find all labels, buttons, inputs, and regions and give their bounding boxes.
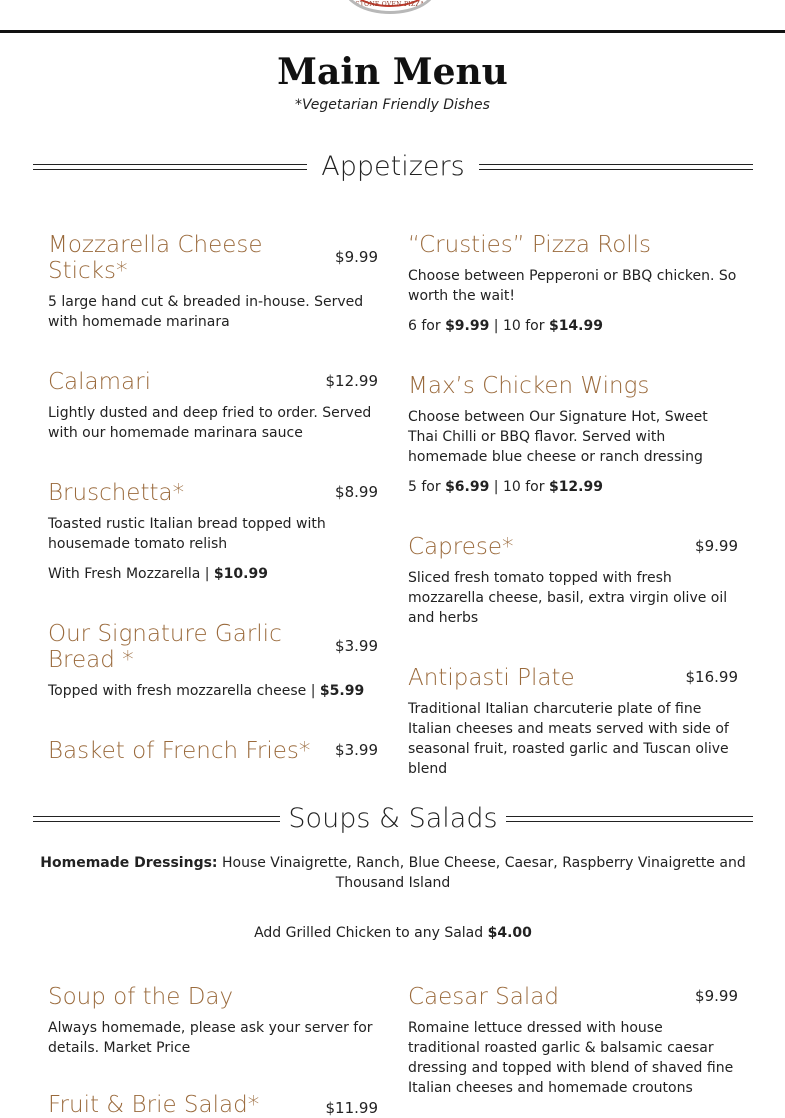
option-price: $10.99 [213, 566, 268, 582]
item-description: Traditional Italian charcuterie plate of fine Italian cheeses and meats served with side of seasonal fruit, roasted garlic and Tuscan olive blend [408, 701, 729, 777]
page-title: Main Menu [277, 51, 508, 93]
section-title: Soups & Salads [288, 803, 498, 834]
item-option [48, 564, 378, 584]
menu-item-antipasti-plate [408, 665, 738, 779]
option-price: $14.99 [548, 318, 603, 334]
item-name: Basket of French Fries* [48, 738, 311, 764]
item-price: $16.99 [685, 668, 738, 686]
menu-item-calamari [48, 369, 378, 443]
item-name: Soup of the Day [48, 984, 234, 1010]
menu-item-soup-of-the-day [48, 984, 378, 1058]
item-price: $9.99 [695, 537, 738, 555]
option-price: $12.99 [548, 479, 603, 495]
option-separator: | 10 for [489, 318, 549, 334]
option-price: $5.99 [319, 683, 365, 699]
option-separator: | 10 for [489, 479, 549, 495]
option-label: 6 for [408, 318, 446, 334]
item-description: 5 large hand cut & breaded in-house. Served with homemade marinara [48, 294, 364, 330]
item-description: Always homemade, please ask your server for details. Market Price [48, 1020, 373, 1056]
item-price: $11.99 [325, 1099, 378, 1117]
item-name: Fruit & Brie Salad* [48, 1092, 260, 1118]
item-description: Toasted rustic Italian bread topped with housemade tomato relish [48, 516, 326, 552]
item-name: Caesar Salad [408, 984, 559, 1010]
header-strip [0, 0, 785, 30]
item-name: Mozzarella Cheese Sticks* [48, 232, 263, 284]
menu-item-bruschetta [48, 480, 378, 584]
item-name: “Crusties” Pizza Rolls [408, 232, 652, 258]
option-price: $9.99 [445, 318, 490, 334]
header-divider [0, 30, 785, 33]
item-name: Bruschetta* [48, 480, 185, 506]
dressings-note [33, 853, 753, 893]
brand-logo[interactable] [343, 0, 437, 14]
add-chicken-note [33, 923, 753, 943]
menu-item-french-fries [48, 738, 378, 764]
item-description: Sliced fresh tomato topped with fresh mozzarella cheese, basil, extra virgin olive oil and herbs [408, 570, 728, 626]
menu-item-caesar-salad [408, 984, 738, 1098]
item-price: $12.99 [325, 372, 378, 390]
menu-item-crusties-pizza-rolls [408, 232, 738, 336]
option-label: With Fresh Mozzarella | [48, 566, 214, 582]
description-text: Topped with fresh mozzarella cheese | [48, 683, 320, 699]
add-chicken-price: $4.00 [487, 925, 532, 941]
item-name: Caprese* [408, 534, 514, 560]
menu-item-mozzarella-sticks [48, 232, 378, 332]
item-description: Choose between Pepperoni or BBQ chicken. So worth the wait! [408, 268, 737, 304]
item-options [408, 316, 738, 336]
menu-item-chicken-wings [408, 373, 738, 497]
section-heading-soups-salads [33, 799, 753, 839]
item-name: Max’s Chicken Wings [408, 373, 650, 399]
section-title: Appetizers [321, 151, 465, 182]
item-description [48, 681, 378, 701]
item-price: $9.99 [335, 248, 378, 266]
add-chicken-text: Add Grilled Chicken to any Salad [254, 925, 488, 941]
item-name: Our Signature Garlic Bread * [48, 621, 282, 673]
item-name: Antipasti Plate [408, 665, 575, 691]
menu-item-caprese [408, 534, 738, 628]
item-price: $3.99 [335, 637, 378, 655]
menu-item-garlic-bread [48, 621, 378, 701]
item-description: Lightly dusted and deep fried to order. Served with our homemade marinara sauce [48, 405, 372, 441]
item-name: Calamari [48, 369, 151, 395]
item-price: $8.99 [335, 483, 378, 501]
logo-text: STONE OVEN PIZZA [355, 1, 425, 8]
item-price: $3.99 [335, 741, 378, 759]
section-heading-appetizers [33, 147, 753, 187]
option-price: $6.99 [445, 479, 490, 495]
dressings-label: Homemade Dressings: [40, 855, 218, 871]
item-price: $9.99 [695, 987, 738, 1005]
dressings-list: House Vinaigrette, Ranch, Blue Cheese, Caesar, Raspberry Vinaigrette and Thousand Island [217, 855, 746, 891]
item-description: Choose between Our Signature Hot, Sweet Thai Chilli or BBQ flavor. Served with homemade blue cheese or ranch dressing [408, 409, 708, 465]
option-label: 5 for [408, 479, 446, 495]
page-subtitle: *Vegetarian Friendly Dishes [295, 97, 490, 113]
item-description: Romaine lettuce dressed with house traditional roasted garlic & balsamic caesar dressing and topped with blend of shaved fine Italian cheeses and homemade croutons [408, 1020, 734, 1096]
item-options [408, 477, 738, 497]
menu-item-fruit-brie-salad [48, 1092, 378, 1118]
